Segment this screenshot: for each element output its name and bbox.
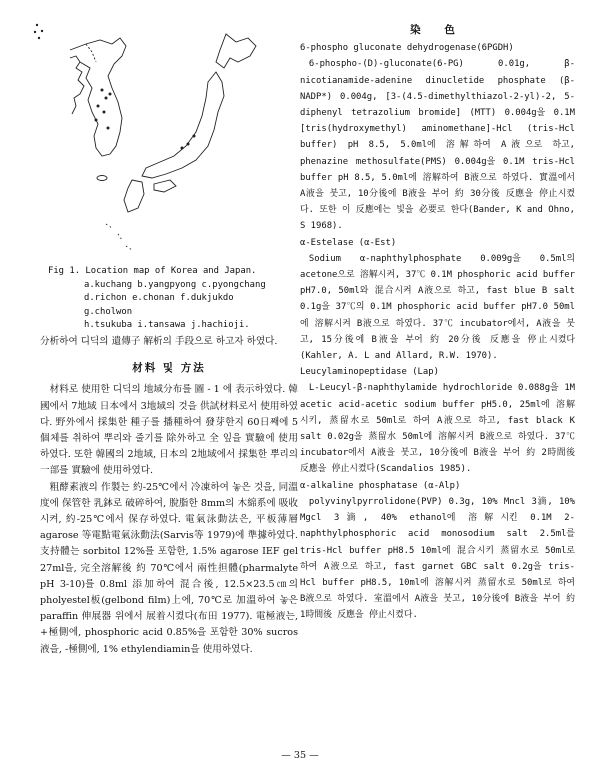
right-column [300, 22, 575, 624]
left-column [40, 334, 298, 658]
caption-line: Fig 1. Location map of Korea and Japan. [48, 266, 257, 276]
paragraph: Sodium α-naphthylphosphate 0.009g을 0.5ml의 acetone으로 溶解시켜, 37℃ 0.1M phosphoric acid buffer pH7.0, 50ml와 混合시켜 A液으로 하고, fast blue B salt 0.1g을 37℃의 0.1M phosphoric acid buffer pH7.0 50ml에 溶解시켜 B液으로 하였다. 37℃ incubator에서, A液을 붓고, 15分後에 B液을 부어 約 20分後 反應을 停止시켰다(Kahler, A. L and Allard, R.W. 1970). [300, 253, 575, 362]
caption-line: a.kuchang b.yangpyong c.pyongchang [84, 279, 266, 290]
location-map [66, 28, 266, 260]
methods-heading: 材料 및 方法 [132, 362, 206, 375]
paragraph: L-Leucyl-β-naphthylamide hydrochloride 0.088g을 1M acetic acid-acetic sodium buffer pH5.0, 25ml에 溶解시키, 蒸留水로 50ml로 하여 A液으로 하고, fast black K salt 0.02g을 蒸留水 50ml에 溶解시켜 B液으로 하였다. 37℃ incubator에서 A液을 붓고, 10分後에 B液을 부어 約 2時間後 反應을 停止시켰다(Scandalios 1985). [300, 383, 575, 475]
figure-caption [48, 265, 276, 333]
page-number: — 35 — [281, 750, 319, 761]
caption-line: h.tsukuba i.tansawa j.hachioji. [84, 320, 250, 331]
paragraph: 粗酵素液의 作製는 約-25℃에서 冷凍하여 놓은 것을, 同溫度에 保管한 乳鉢로 破碎하여, 脫脂한 8mm의 木綿系에 吸收시켜, 約-25℃에서 保存하였다. 電氣泳動法은, 平板薄層 agarose 等電點電氣泳動法(Sarvis等 1979)에 準據하였다. 支持體는 sorbitol 12%를 포함한, 1.5% agarose IEF gel 27ml을, 完全溶解後 約 70℃에서 兩性担體(pharmalyte pH 3-10)를 0.8ml 添加하여 混合後, 12.5×23.5㎝의 pholyestel板(gelbond film)上에, 70℃로 加溫하여 놓은 paraffin 伸展器 위에서 展着시켰다(布田 1977). 電極液는, +極側에, phosphoric acid 0.85%을 포함한 30% sucros液을, -極側에, 1% ethylendiamin을 使用하였다. [40, 481, 298, 655]
enzyme-heading: α-alkaline phosphatase (α-Alp) [300, 480, 461, 491]
caption-line: d.richon e.chonan f.dukjukdo g.cholwon [84, 293, 234, 317]
paragraph: polyvinylpyrrolidone(PVP) 0.3g, 10% Mncl 3滴, 10% Mgcl 3滴, 40% ethanol에 溶解시킨 0.1M 2-naphthylphosphoric acid monosodium salt 2.5ml를 tris-Hcl buffer pH8.5 10ml에 混合시키 蒸留水로 50ml로 하여 A液으로 하고, fast garnet GBC salt 0.2g을 tris-Hcl buffer pH8.5, 10ml에 溶解시켜 蒸留水로 50ml로 하여 B液으로 하였다. 室溫에서 A液을 붓고, 10分後에 B液을 부어 約 1時間後 反應을 停止시켰다. [300, 496, 575, 621]
corner-marks [33, 23, 53, 43]
intro-text: 分析하여 디딕의 遺傳子 解析의 手段으로 하고자 하였다. [40, 336, 278, 347]
staining-heading: 染 色 [410, 24, 465, 36]
enzyme-heading: α-Estelase (α-Est) [300, 237, 397, 248]
enzyme-heading: 6-phospho gluconate dehydrogenase(6PGDH) [300, 43, 514, 54]
enzyme-heading: Leucylaminopeptidase (Lap) [300, 367, 439, 378]
paragraph: 6-phospho-(D)-gluconate(6-PG) 0.01g, β-nicotianamide-adenine dinucletide phosphate (β-NADP*) 0.004g, [3-(4.5-dimethylthiazol-2-yl)-2, 5-diphenyl tetrazolium bromide] (MTT) 0.004g을 0.1M [tris(hydroxymethyl) aminomethane]-Hcl (tris-Hcl buffer) pH 8.5, 5.0ml에 溶解하여 A液으로 하고, phenazine methosulfate(PMS) 0.004g을 0.1M tris-Hcl buffer pH 8.5, 5.0ml에 溶解하여 B液으로 하였다. 實溫에서 A液을 붓고, 10分後에 B液을 부어 約 30分後 反應을 停止시켰다. 또한 이 反應에는 빛을 必要로 한다(Bander, K and Ohno, S 1968). [300, 59, 575, 232]
paragraph: 材料로 使用한 디딕의 地域分布를 圖 - 1 에 表示하였다. 韓國에서 7地域 日本에서 3地域의 것을 供試材料로서 使用하였다. 野外에서 採集한 種子를 播種하여 發芽한지 60日째에 5個체를 취하여 뿌리와 줄기를 除外하고 全 잎을 實驗에 使用하였다. 또한 韓國의 2地域, 日本의 2地域에서 採集한 뿌리의 一部를 實驗에 使用하였다. [40, 384, 298, 477]
